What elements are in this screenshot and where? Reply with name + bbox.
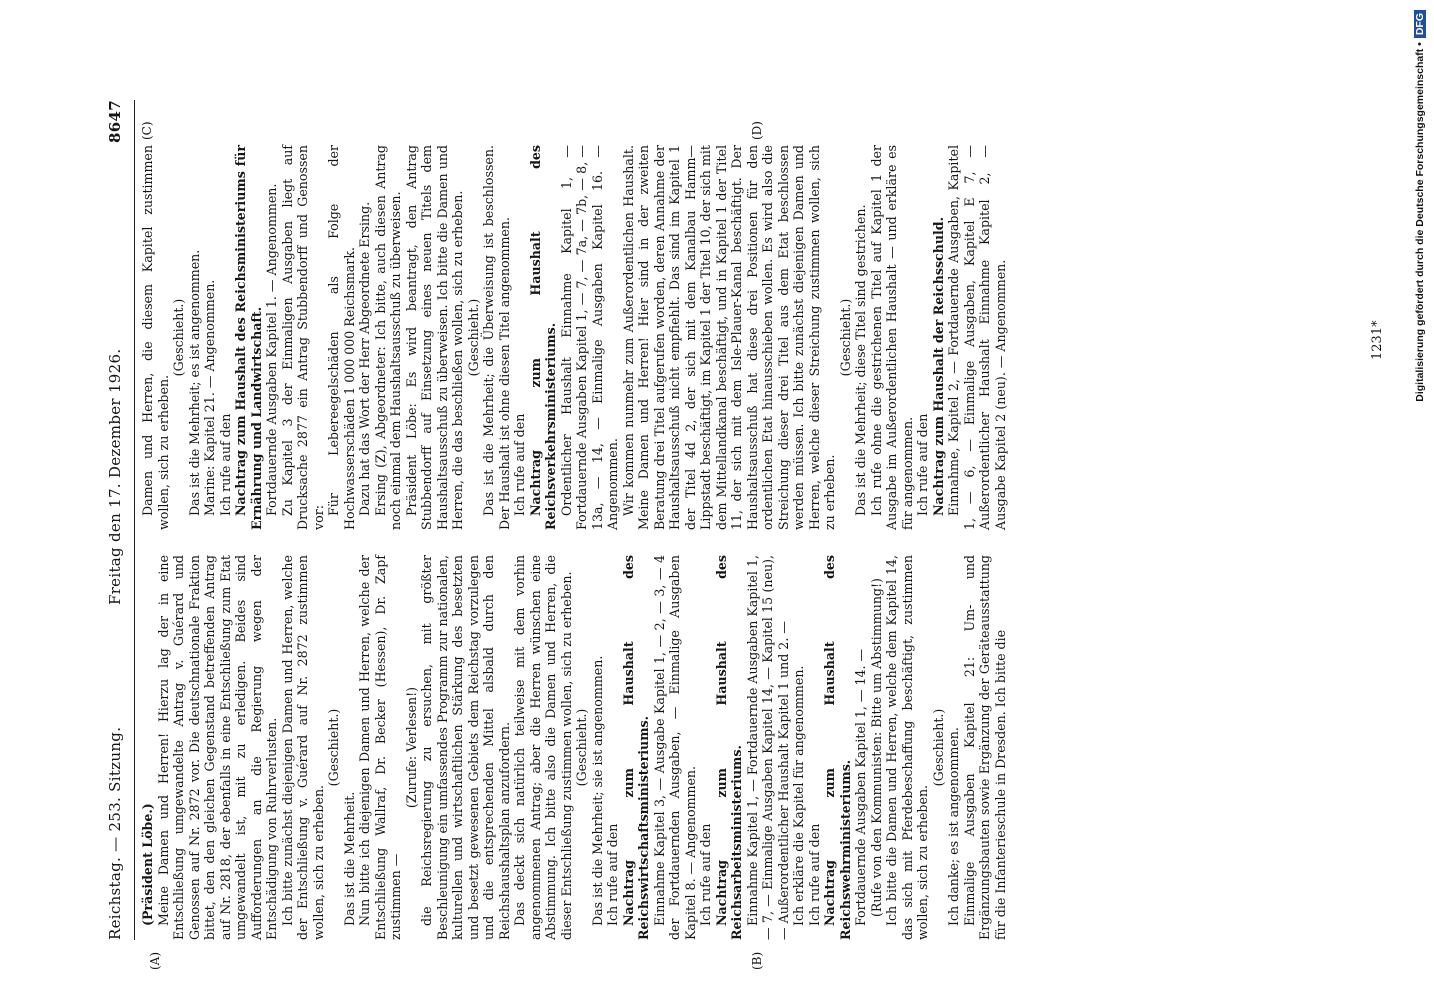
paragraph: Marine: Kapitel 21. — Angenommen. xyxy=(202,279,217,516)
paragraph: Einnahme, Kapitel 2, — Fortdauernde Ausgaben, Kapitel 1, — 6, — Einmalige Ausgaben, Kapitel E 7, — Außerordentlicher Haushalt Einnahme Kapitel 2, — Ausgabe Kapitel 2 (neu). — Angenommen. xyxy=(946,145,1008,530)
section-heading: Nachtrag zum Haushalt des Reichsverkehrsministeriums. xyxy=(527,145,558,530)
paragraph: Ich rufe auf den xyxy=(217,413,233,516)
paragraph: Ich bitte die Damen und Herren, welche dem Kapitel 14, das sich mit Pferdebeschaffung beschäftigt, zustimmen wollen, sich zu erheben. xyxy=(884,555,930,940)
paragraph: Ich rufe auf den xyxy=(605,823,620,926)
stage-direction: (Geschieht.) xyxy=(171,298,186,377)
paragraph: Fortdauernde Ausgaben Kapitel 1. — Angenommen. xyxy=(264,183,279,516)
paragraph: Präsident Löbe: Es wird beantragt, den Antrag Stubbendorff auf Einsetzung eines neuen Titels dem Haushaltsausschuß zu überweisen. Ich bitte die Damen und Herren, die das beschließen wollen, sich zu erheben. xyxy=(403,145,465,530)
paragraph: Das ist die Mehrheit; sie ist angenommen. xyxy=(589,655,605,926)
margin-mark-c: (C) xyxy=(140,121,154,140)
stage-direction: (Zurufe: Verlesen!) xyxy=(403,686,419,809)
margin-mark-b: (B) xyxy=(750,951,764,970)
paragraph: Für Lebereegelschäden als Folge der Hochwasserschäden 1 000 000 Reichsmark. xyxy=(326,145,357,530)
paragraph: Fortdauernde Ausgaben Kapitel 1, — 14. — xyxy=(853,648,868,926)
text-column-left xyxy=(140,555,1008,940)
paragraph: Das ist die Mehrheit; diese Titel sind gestrichen. xyxy=(853,204,868,516)
stage-direction: (Geschieht.) xyxy=(326,708,341,787)
section-heading: Nachtrag zum Haushalt der Reichsschuld. xyxy=(930,217,946,516)
signature-mark: 1231* xyxy=(1370,320,1385,360)
paragraph: Das ist die Mehrheit. xyxy=(341,791,357,926)
paragraph: Ich erkläre die Kapitel für angenommen. xyxy=(791,665,806,926)
margin-mark-d: (D) xyxy=(750,121,764,140)
paragraph: Ich rufe auf den xyxy=(512,413,527,516)
paragraph: Einnahme Kapitel 3, — Ausgabe Kapitel 1, — 2, — 3, — 4 der Fortdauernden Ausgaben, — Einmalige Ausgaben Kapitel 8. — Angenommen. xyxy=(651,555,698,940)
paragraph: Ich rufe auf den xyxy=(806,823,822,926)
digitization-credit xyxy=(1410,10,1430,990)
paragraph: Wir kommen nunmehr zum Außerordentlichen Haushalt. Meine Damen und Herren! Hier sind in der zweiten Beratung drei Titel aufgerufen worden, deren Annahme der Haushaltsausschuß nicht empfiehlt. Das sind im Kapitel 1 der Titel 4d 2, der sich mit dem Kanalbau Hamm—Lippstadt beschäftigt, im Kapitel 1 der Titel 10, der sich mit dem Mittellandkanal beschäftigt, und in Kapitel 1 der Titel 11, der sich mit dem Isle-Plauer-Kanal beschäftigt. Der Haushaltsausschuß hat diese drei Positionen für den ordentlichen Etat hinausschieben wollen. Es wird also die Streichung dieser drei Titel aus dem Etat beschlossen werden müssen. Ich bitte zunächst diejenigen Damen und Herren, welche dieser Streichung zustimmen wollen, sich zu erheben. xyxy=(620,145,837,530)
stage-direction: (Rufe von den Kommunisten: Bitte um Abstimmung!) xyxy=(868,578,884,917)
stage-direction: (Geschieht.) xyxy=(930,708,946,787)
paragraph: Damen und Herren, die diesem Kapitel zustimmen wollen, sich zu erheben. xyxy=(140,145,171,530)
section-heading: (Präsident Löbe.) xyxy=(140,803,155,926)
section-heading: Nachtrag zum Haushalt des Reichsarbeitsministeriums. xyxy=(713,555,744,940)
paragraph: Meine Damen und Herren! Hierzu lag der in eine Entschließung umgewandelte Antrag v. Guérard und Genossen auf Nr. 2872 vor. Die deutschnationale Fraktion bittet, den den gleichen Gegenstand betreffenden Antrag auf Nr. 2818, der ebenfalls in eine Entschließung zum Etat umgewandelt ist, mit zu erledigen. Beides sind Aufforderungen an die Regierung wegen der Entschädigung von Ruhrverlusten. xyxy=(155,555,279,940)
paragraph: Ich danke; es ist angenommen. xyxy=(946,727,961,926)
paragraph: Zu Kapitel 3 der Einmaligen Ausgaben liegt auf Drucksache 2877 ein Antrag Stubbendorff und Genossen vor: xyxy=(279,145,326,530)
stage-direction: (Geschieht.) xyxy=(837,298,853,377)
paragraph: Ich rufe ohne die gestrichenen Titel auf Kapitel 1 der Ausgabe im Außerordentlichen Haushalt — und erkläre es für angenommen. xyxy=(868,145,915,530)
dfg-logo: DFG xyxy=(1414,10,1426,38)
header-center: Freitag den 17. Dezember 1926. xyxy=(106,348,124,605)
paragraph: Das ist die Mehrheit; es ist angenommen. xyxy=(186,249,202,516)
stage-direction: (Geschieht.) xyxy=(465,298,481,377)
paragraph: Das deckt sich natürlich teilweise mit dem vorhin angenommenen Antrag; aber die Herren wünschen eine Abstimmung. Ich bitte also die Damen und Herren, die dieser Entschließung zustimmen wollen, sich zu erheben. xyxy=(512,555,574,940)
rotated-page-content xyxy=(100,100,1420,970)
section-heading: Nachtrag zum Haushalt des Reichswehrministeriums. xyxy=(822,555,853,940)
paragraph: Einnahme Kapitel 1, — Fortdauernde Ausgaben Kapitel 1, — 7, — Einmalige Ausgaben Kapitel 14, — Kapitel 15 (neu), — Außerordentlicher Haushalt Kapitel 1 und 2. — xyxy=(744,555,791,940)
paragraph: Ersing (Z), Abgeordneter: Ich bitte, auch diesen Antrag noch einmal dem Haushaltsausschuß zu überweisen. xyxy=(372,145,403,530)
paragraph: Das ist die Mehrheit; die Überweisung ist beschlossen. Der Haushalt ist ohne diesen Titel angenommen. xyxy=(481,145,512,530)
paragraph: Ordentlicher Haushalt Einnahme Kapitel 1, — Fortdauernde Ausgaben Kapitel 1, — 7, — 7a, — 7b, — 8, — 13a, — 14, — Einmalige Ausgaben Kapitel 16. — Angenommen. xyxy=(558,145,620,530)
paragraph: Ich bitte zunächst diejenigen Damen und Herren, welche der Entschließung v. Guérard auf Nr. 2872 zustimmen wollen, sich zu erheben. xyxy=(279,555,326,940)
stage-direction: (Geschieht.) xyxy=(574,708,589,787)
page-number: 8647 xyxy=(106,100,124,143)
section-heading: Nachtrag zum Haushalt des Reichsministeriums für Ernährung und Landwirtschaft. xyxy=(233,145,264,530)
paragraph: Dazu hat das Wort der Herr Abgeordnete Ersing. xyxy=(357,201,372,516)
paragraph: die Reichsregierung zu ersuchen, mit größter Beschleunigung ein umfassendes Programm zur nationalen, kulturellen und wirtschaftlichen Stärkung des besetzten und besetzt gewesenen Gebiets dem Reichstag vorzulegen und die entsprechenden Mittel alsbald durch den Reichshaushaltsplan anzufordern. xyxy=(419,555,512,940)
text-column-right xyxy=(140,145,1008,530)
paragraph: Einmalige Ausgaben Kapitel 21: Um- und Ergänzungsbauten sowie Ergänzung der Geräteausstattung für die Infanterieschule in Dresden. Ich bitte die xyxy=(961,555,1008,940)
credit-text: Digitalisierung gefördert durch die Deutsche Forschungsgemeinschaft • xyxy=(1414,42,1426,402)
header-left: Reichstag. — 253. Sitzung. xyxy=(106,726,124,940)
paragraph: Ich rufe auf den xyxy=(698,823,713,926)
paragraph: Ich rufe auf den xyxy=(915,413,930,516)
paragraph: Nun bitte ich diejenigen Damen und Herren, welche der Entschließung Wallraf, Dr. Becker (Hessen), Dr. Zapf zustimmen — xyxy=(357,555,403,940)
margin-mark-a: (A) xyxy=(148,951,162,970)
page-header xyxy=(100,100,135,940)
section-heading: Nachtrag zum Haushalt des Reichswirtschaftsministeriums. xyxy=(620,555,651,940)
